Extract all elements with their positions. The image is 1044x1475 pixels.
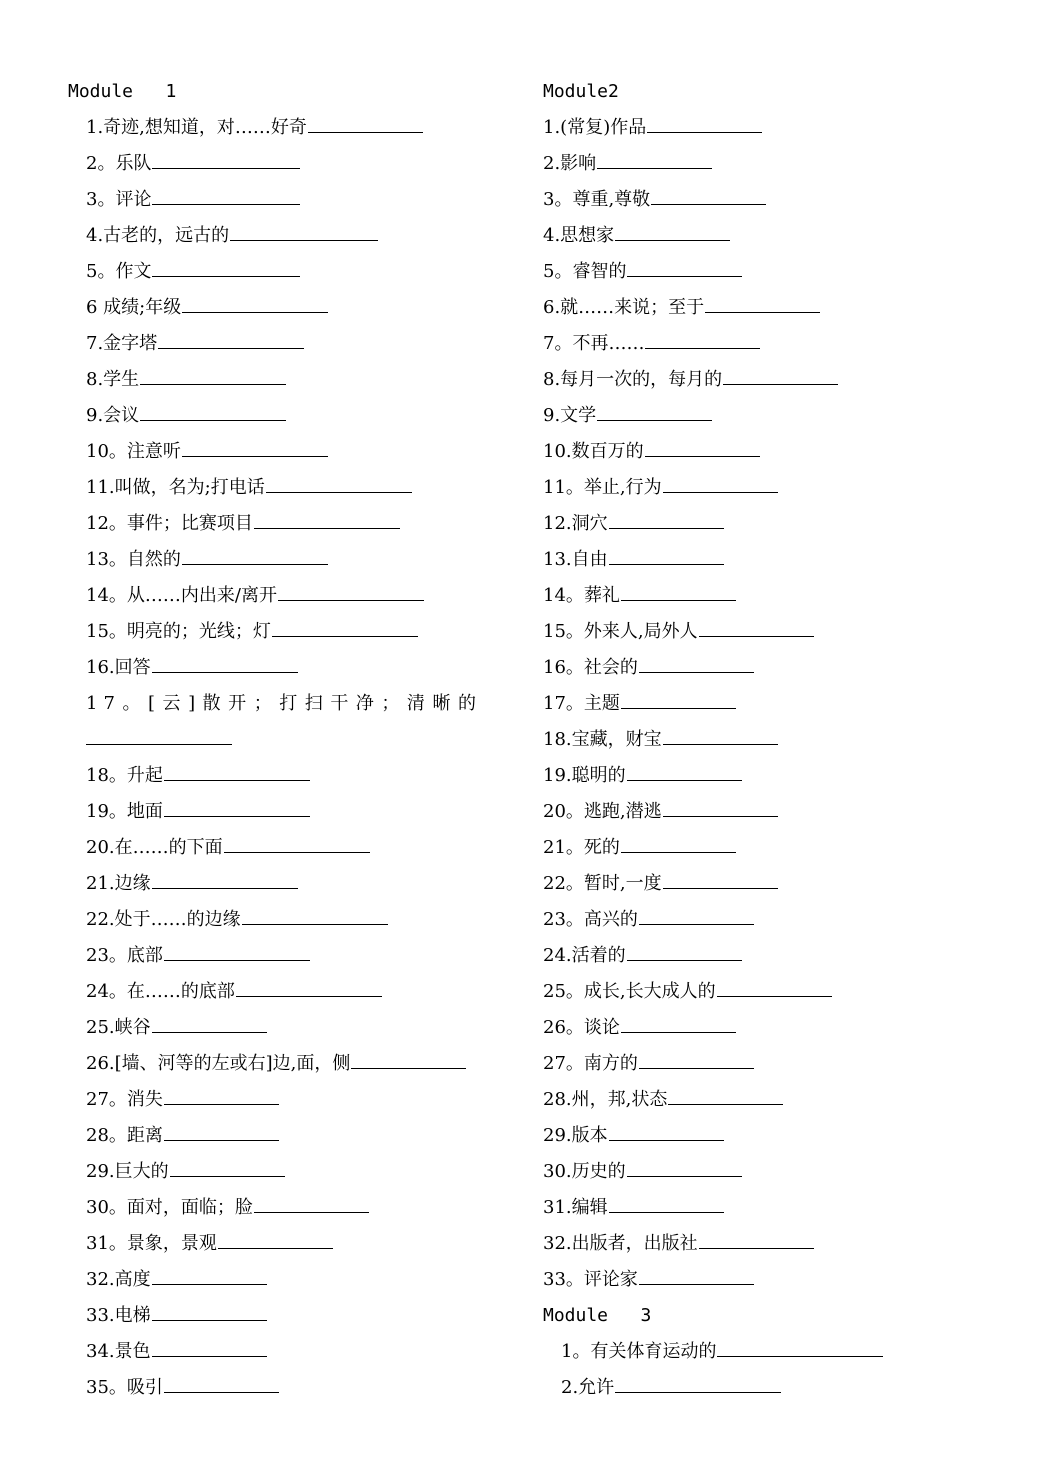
vocab-item <box>543 218 983 254</box>
vocab-item <box>68 254 508 290</box>
vocab-prompt: 31。景象，景观 <box>86 1233 217 1254</box>
vocab-prompt: 25.峡谷 <box>86 1017 151 1038</box>
vocab-item <box>68 218 508 254</box>
answer-blank[interactable] <box>663 722 778 745</box>
vocab-item <box>543 938 983 974</box>
answer-blank[interactable] <box>627 758 742 781</box>
answer-blank[interactable] <box>230 218 378 241</box>
vocab-item <box>543 470 983 506</box>
vocab-prompt: 21.边缘 <box>86 873 151 894</box>
vocab-prompt: 18。升起 <box>86 765 163 786</box>
vocab-prompt: 12。事件；比赛项目 <box>86 513 253 534</box>
vocab-item <box>68 686 508 758</box>
vocab-item <box>68 902 508 938</box>
vocab-item <box>543 758 983 794</box>
vocab-item <box>68 362 508 398</box>
vocab-item <box>68 938 508 974</box>
vocab-item <box>543 1226 983 1262</box>
answer-blank[interactable] <box>621 1010 736 1033</box>
vocab-prompt: 1.(常复)作品 <box>543 117 647 138</box>
vocab-prompt: 32.出版者，出版社 <box>543 1233 698 1254</box>
answer-blank[interactable] <box>351 1046 466 1069</box>
vocab-prompt: 24.活着的 <box>543 945 626 966</box>
vocab-item <box>543 974 983 1010</box>
answer-blank[interactable] <box>717 974 832 997</box>
vocab-item <box>68 1190 508 1226</box>
vocab-item <box>543 1010 983 1046</box>
answer-blank[interactable] <box>236 974 382 997</box>
vocab-item <box>68 758 508 794</box>
answer-blank[interactable] <box>639 902 754 925</box>
vocab-prompt: 2.影响 <box>543 153 597 174</box>
vocab-prompt: 8.学生 <box>86 369 140 390</box>
module-1-list <box>68 110 508 1406</box>
vocab-prompt: 20。逃跑,潜逃 <box>543 801 662 822</box>
answer-blank[interactable] <box>627 1154 742 1177</box>
vocab-item <box>543 1082 983 1118</box>
vocab-prompt: 11.叫做，名为;打电话 <box>86 477 265 498</box>
vocab-prompt: 17。主题 <box>543 693 620 714</box>
vocab-item <box>68 866 508 902</box>
vocab-item <box>543 722 983 758</box>
answer-blank[interactable] <box>627 254 742 277</box>
vocab-item <box>68 506 508 542</box>
vocab-item <box>543 1262 983 1298</box>
vocab-item <box>68 434 508 470</box>
vocab-item <box>68 1226 508 1262</box>
answer-blank[interactable] <box>152 650 298 673</box>
vocab-prompt: 6.就……来说；至于 <box>543 297 705 318</box>
answer-blank[interactable] <box>152 1298 267 1321</box>
answer-blank[interactable] <box>152 146 300 169</box>
answer-blank[interactable] <box>663 866 778 889</box>
vocab-item <box>68 470 508 506</box>
answer-blank[interactable] <box>668 1082 783 1105</box>
vocab-prompt: 30。面对，面临；脸 <box>86 1197 253 1218</box>
vocab-item <box>68 794 508 830</box>
vocab-item <box>68 542 508 578</box>
answer-blank[interactable] <box>615 1370 781 1393</box>
vocab-prompt: 5。睿智的 <box>543 261 627 282</box>
vocab-prompt: 30.历史的 <box>543 1161 626 1182</box>
vocab-prompt: 35。吸引 <box>86 1377 163 1398</box>
answer-blank[interactable] <box>621 686 736 709</box>
vocab-item <box>543 326 983 362</box>
vocab-item <box>68 830 508 866</box>
vocab-prompt: 25。成长,长大成人的 <box>543 981 716 1002</box>
vocab-prompt: 19.聪明的 <box>543 765 626 786</box>
vocab-prompt: 8.每月一次的，每月的 <box>543 369 723 390</box>
vocab-prompt: 2。乐队 <box>86 153 152 174</box>
vocab-prompt: 22。暂时,一度 <box>543 873 662 894</box>
vocab-prompt: 11。举止,行为 <box>543 477 662 498</box>
answer-blank[interactable] <box>152 182 300 205</box>
vocab-item <box>68 1082 508 1118</box>
vocab-item <box>543 902 983 938</box>
vocab-item <box>543 866 983 902</box>
vocab-prompt: 21。死的 <box>543 837 620 858</box>
vocab-prompt: 23。高兴的 <box>543 909 638 930</box>
vocab-prompt: 24。在……的底部 <box>86 981 235 1002</box>
answer-blank[interactable] <box>699 1226 814 1249</box>
vocab-prompt: 9.会议 <box>86 405 140 426</box>
answer-blank[interactable] <box>164 758 310 781</box>
vocab-prompt: 1.奇迹,想知道，对……好奇 <box>86 117 307 138</box>
answer-blank[interactable] <box>663 794 778 817</box>
left-column <box>68 74 508 1406</box>
vocab-prompt: 13.自由 <box>543 549 608 570</box>
vocab-item <box>543 254 983 290</box>
answer-blank[interactable] <box>86 722 232 745</box>
vocab-prompt: 28。距离 <box>86 1125 163 1146</box>
vocab-prompt: 14。葬礼 <box>543 585 620 606</box>
vocab-item <box>543 398 983 434</box>
vocab-prompt: 17。[云]散开；打扫干净；清晰的 <box>86 693 482 714</box>
vocab-item <box>68 1010 508 1046</box>
answer-blank[interactable] <box>224 830 370 853</box>
vocab-prompt: 9.文学 <box>543 405 597 426</box>
vocab-item <box>543 614 983 650</box>
answer-blank[interactable] <box>254 506 400 529</box>
vocab-item <box>68 182 508 218</box>
vocab-prompt: 27。消失 <box>86 1089 163 1110</box>
vocab-prompt: 15。明亮的；光线；灯 <box>86 621 271 642</box>
vocab-item <box>543 182 983 218</box>
answer-blank[interactable] <box>647 110 762 133</box>
vocab-item <box>68 290 508 326</box>
answer-blank[interactable] <box>705 290 820 313</box>
vocab-prompt: 26。谈论 <box>543 1017 620 1038</box>
vocab-prompt: 33。评论家 <box>543 1269 638 1290</box>
answer-blank[interactable] <box>182 290 328 313</box>
vocab-prompt: 3。评论 <box>86 189 152 210</box>
vocab-item <box>543 1046 983 1082</box>
answer-blank[interactable] <box>609 506 724 529</box>
vocab-prompt: 2.允许 <box>561 1377 615 1398</box>
right-column <box>543 74 983 1406</box>
vocab-item <box>68 650 508 686</box>
vocab-item <box>68 1298 508 1334</box>
answer-blank[interactable] <box>170 1154 285 1177</box>
answer-blank[interactable] <box>164 1370 279 1393</box>
vocab-item <box>543 1190 983 1226</box>
answer-blank[interactable] <box>609 1118 724 1141</box>
vocab-item <box>543 1154 983 1190</box>
vocab-item <box>68 1262 508 1298</box>
answer-blank[interactable] <box>639 1262 754 1285</box>
answer-blank[interactable] <box>615 218 730 241</box>
answer-blank[interactable] <box>242 902 388 925</box>
vocab-prompt: 7.金字塔 <box>86 333 158 354</box>
vocab-prompt: 10.数百万的 <box>543 441 644 462</box>
module-3-heading: Module 3 <box>543 1305 652 1326</box>
answer-blank[interactable] <box>639 1046 754 1069</box>
answer-blank[interactable] <box>645 434 760 457</box>
vocab-prompt: 7。不再…… <box>543 333 645 354</box>
answer-blank[interactable] <box>308 110 423 133</box>
answer-blank[interactable] <box>609 1190 724 1213</box>
answer-blank[interactable] <box>140 362 286 385</box>
module-3-list <box>543 1334 983 1406</box>
vocab-prompt: 15。外来人,局外人 <box>543 621 698 642</box>
vocab-item <box>543 110 983 146</box>
vocab-prompt: 18.宝藏，财宝 <box>543 729 662 750</box>
answer-blank[interactable] <box>272 614 418 637</box>
module-2-heading: Module2 <box>543 81 619 102</box>
vocab-prompt: 16.回答 <box>86 657 151 678</box>
answer-blank[interactable] <box>152 1334 267 1357</box>
vocab-prompt: 16。社会的 <box>543 657 638 678</box>
answer-blank[interactable] <box>182 434 328 457</box>
vocab-prompt: 34.景色 <box>86 1341 151 1362</box>
vocab-item <box>68 1334 508 1370</box>
answer-blank[interactable] <box>627 938 742 961</box>
vocab-item <box>68 398 508 434</box>
answer-blank[interactable] <box>699 614 814 637</box>
answer-blank[interactable] <box>609 542 724 565</box>
vocab-prompt: 32.高度 <box>86 1269 151 1290</box>
answer-blank[interactable] <box>651 182 766 205</box>
vocab-prompt: 12.洞穴 <box>543 513 608 534</box>
vocab-prompt: 10。注意听 <box>86 441 181 462</box>
vocab-prompt: 19。地面 <box>86 801 163 822</box>
answer-blank[interactable] <box>164 794 310 817</box>
vocab-item <box>68 1370 508 1406</box>
vocab-prompt: 13。自然的 <box>86 549 181 570</box>
answer-blank[interactable] <box>597 398 712 421</box>
vocab-prompt: 29.巨大的 <box>86 1161 169 1182</box>
module-1-heading: Module 1 <box>68 81 177 102</box>
answer-blank[interactable] <box>158 326 304 349</box>
vocab-item <box>543 362 983 398</box>
answer-blank[interactable] <box>152 254 300 277</box>
answer-blank[interactable] <box>218 1226 333 1249</box>
vocab-item <box>543 830 983 866</box>
answer-blank[interactable] <box>164 938 310 961</box>
vocab-item <box>68 146 508 182</box>
vocab-prompt: 26.[墙、河等的左或右]边,面，侧 <box>86 1053 351 1074</box>
answer-blank[interactable] <box>254 1190 369 1213</box>
answer-blank[interactable] <box>717 1334 883 1357</box>
answer-blank[interactable] <box>266 470 412 493</box>
vocab-prompt: 3。尊重,尊敬 <box>543 189 651 210</box>
vocab-prompt: 31.编辑 <box>543 1197 608 1218</box>
vocab-prompt: 28.州，邦,状态 <box>543 1089 668 1110</box>
vocab-prompt: 29.版本 <box>543 1125 608 1146</box>
vocab-item <box>543 578 983 614</box>
vocab-prompt: 33.电梯 <box>86 1305 151 1326</box>
vocab-item <box>68 1046 508 1082</box>
vocab-item <box>68 1154 508 1190</box>
answer-blank[interactable] <box>621 830 736 853</box>
answer-blank[interactable] <box>663 470 778 493</box>
vocab-item <box>543 506 983 542</box>
vocab-prompt: 6 成绩;年级 <box>86 297 182 318</box>
vocab-prompt: 14。从……内出来/离开 <box>86 585 277 606</box>
vocab-prompt: 5。作文 <box>86 261 152 282</box>
vocab-prompt: 4.古老的，远古的 <box>86 225 230 246</box>
answer-blank[interactable] <box>164 1082 279 1105</box>
module-2-list <box>543 110 983 1298</box>
answer-blank[interactable] <box>621 578 736 601</box>
vocab-prompt: 23。底部 <box>86 945 163 966</box>
vocab-item <box>543 542 983 578</box>
vocab-item <box>543 146 983 182</box>
vocab-prompt: 22.处于……的边缘 <box>86 909 241 930</box>
vocab-item <box>68 110 508 146</box>
answer-blank[interactable] <box>278 578 424 601</box>
vocab-item <box>68 326 508 362</box>
answer-blank[interactable] <box>152 1010 267 1033</box>
answer-blank[interactable] <box>597 146 712 169</box>
vocab-item <box>543 650 983 686</box>
vocab-item <box>543 794 983 830</box>
answer-blank[interactable] <box>723 362 838 385</box>
answer-blank[interactable] <box>182 542 328 565</box>
answer-blank[interactable] <box>639 650 754 673</box>
vocab-prompt: 20.在……的下面 <box>86 837 223 858</box>
vocab-item <box>68 974 508 1010</box>
answer-blank[interactable] <box>152 866 298 889</box>
vocab-item <box>543 686 983 722</box>
vocab-item <box>543 1370 983 1406</box>
vocab-item <box>68 614 508 650</box>
vocab-item <box>543 1334 983 1370</box>
answer-blank[interactable] <box>645 326 760 349</box>
vocab-item <box>68 578 508 614</box>
vocab-item <box>543 290 983 326</box>
vocab-item <box>543 434 983 470</box>
answer-blank[interactable] <box>164 1118 279 1141</box>
vocab-prompt: 27。南方的 <box>543 1053 638 1074</box>
vocab-item <box>543 1118 983 1154</box>
answer-blank[interactable] <box>152 1262 267 1285</box>
vocab-item <box>68 1118 508 1154</box>
vocab-prompt: 1。有关体育运动的 <box>561 1341 717 1362</box>
vocab-prompt: 4.思想家 <box>543 225 615 246</box>
answer-blank[interactable] <box>140 398 286 421</box>
